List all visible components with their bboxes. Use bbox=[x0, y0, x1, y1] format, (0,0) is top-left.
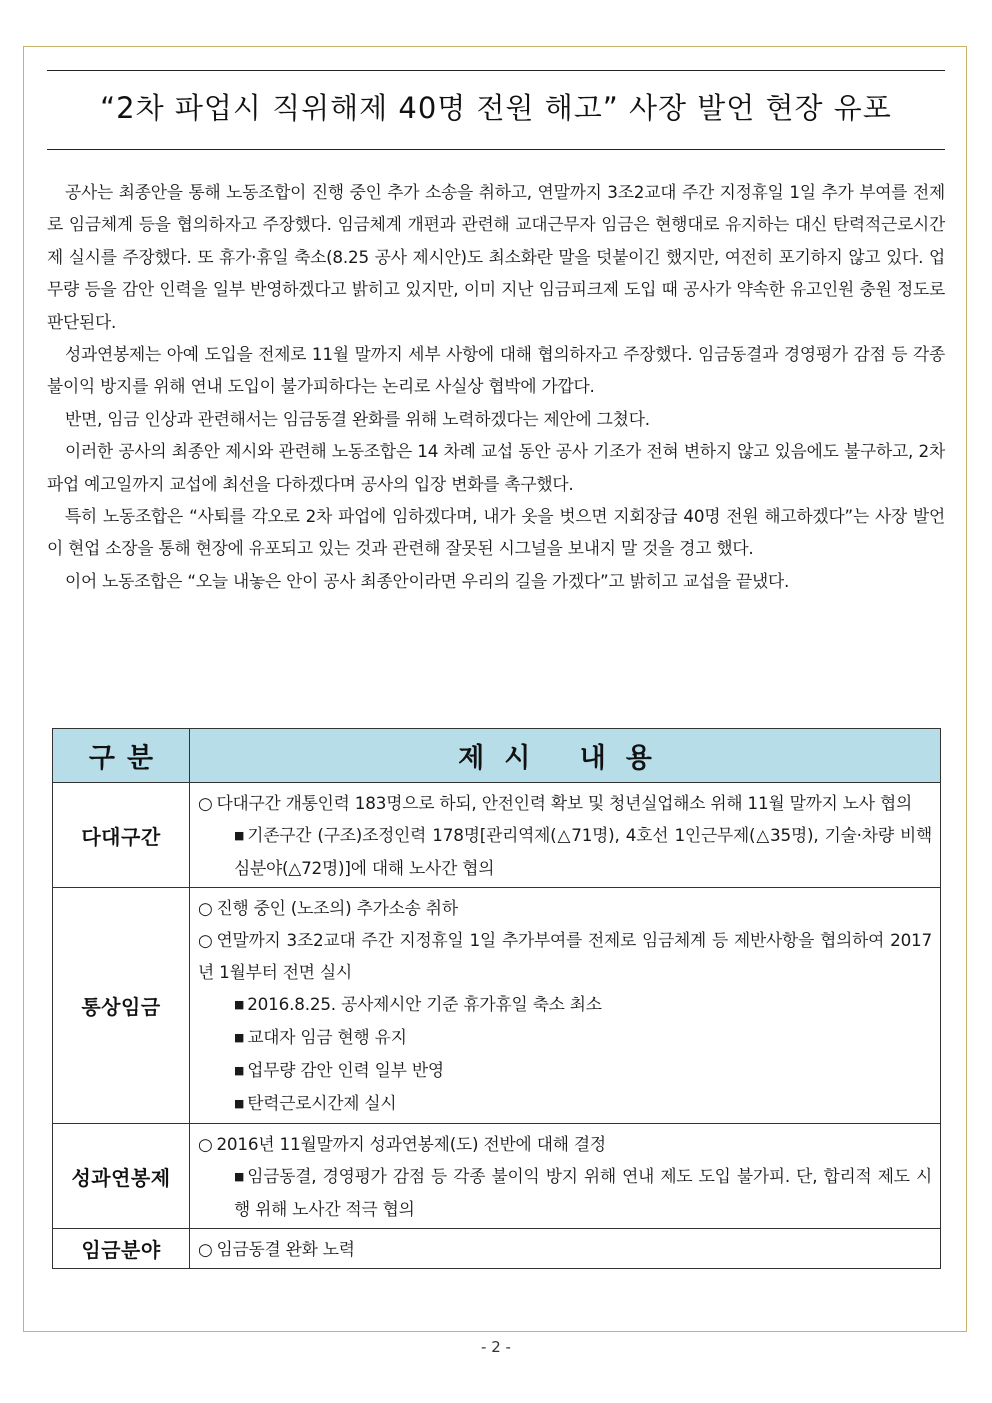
circle-bullet-icon: ○ bbox=[198, 898, 213, 918]
paragraph: 공사는 최종안을 통해 노동조합이 진행 중인 추가 소송을 취하고, 연말까지 3조2교대 주간 지정휴일 1일 추가 부여를 전제로 임금체계 등을 협의하자고 주장했다. 임금체계 개편과 관련해 교대근무자 임금은 현행대로 유지하는 대신 탄력적근로시간제 실시를 주장했다. 또 휴가·휴일 축소(8.25 공사 제시안)도 최소화란 말을 덧붙이긴 했지만, 여전히 포기하지 않고 있다. 업무량 등을 감안 인력을 일부 반영하겠다고 밝히고 있지만, 이미 지난 임금피크제 도입 때 공사가 약속한 유고인원 충원 정도로 판단된다. bbox=[47, 182, 945, 332]
row-category: 다대구간 bbox=[53, 783, 190, 888]
circle-bullet-icon: ○ bbox=[198, 930, 213, 950]
square-bullet-icon: ■ bbox=[234, 1097, 245, 1110]
header-category: 구분 bbox=[53, 729, 190, 783]
paragraph: 이어 노동조합은 “오늘 내놓은 안이 공사 최종안이라면 우리의 길을 가겠다”고 밝히고 교섭을 끝냈다. bbox=[65, 570, 790, 591]
row-content bbox=[190, 888, 941, 1124]
table-row bbox=[53, 888, 941, 1124]
row-content bbox=[190, 783, 941, 888]
paragraph: 특히 노동조합은 “사퇴를 각오로 2차 파업에 임하겠다며, 내가 옷을 벗으면 지회장급 40명 전원 해고하겠다”는 사장 발언이 현업 소장을 통해 현장에 유포되고 있는 것과 관련해 잘못된 시그널을 보내지 말 것을 경고 했다. bbox=[47, 506, 945, 559]
article-body bbox=[47, 176, 945, 597]
list-item bbox=[198, 1160, 932, 1225]
title-rule-bottom bbox=[47, 149, 945, 150]
square-bullet-icon: ■ bbox=[234, 1031, 245, 1044]
table-row bbox=[53, 783, 941, 888]
circle-bullet-icon: ○ bbox=[198, 1134, 213, 1154]
item-text: 기존구간 (구조)조정인력 178명[관리역제(△71명), 4호선 1인근무제(△35명), 기술·차량 비핵심분야(△72명)]에 대해 노사간 협의 bbox=[234, 825, 932, 878]
paragraph: 성과연봉제는 아예 도입을 전제로 11월 말까지 세부 사항에 대해 협의하자고 주장했다. 임금동결과 경영평가 감점 등 각종 불이익 방지를 위해 연내 도입이 불가피하다는 논리로 사실상 협박에 가깝다. bbox=[47, 344, 945, 397]
row-category: 임금분야 bbox=[53, 1229, 190, 1269]
page-title: “2차 파업시 직위해제 40명 전원 해고” 사장 발언 현장 유포 bbox=[100, 91, 892, 125]
list-item bbox=[198, 787, 932, 819]
item-text: 임금동결, 경영평가 감점 등 각종 불이익 방지 위해 연내 제도 도입 불가피. 단, 합리적 제도 시행 위해 노사간 적극 협의 bbox=[234, 1166, 932, 1219]
item-text: 다대구간 개통인력 183명으로 하되, 안전인력 확보 및 청년실업해소 위해 11월 말까지 노사 협의 bbox=[216, 793, 912, 813]
item-text: 2016년 11월말까지 성과연봉제(도) 전반에 대해 결정 bbox=[216, 1134, 606, 1154]
item-text: 임금동결 완화 노력 bbox=[216, 1239, 355, 1259]
list-item bbox=[198, 819, 932, 884]
table-header-row bbox=[53, 729, 941, 783]
list-item bbox=[198, 892, 932, 924]
page-number: - 2 - bbox=[481, 1338, 511, 1356]
row-category: 성과연봉제 bbox=[53, 1124, 190, 1229]
circle-bullet-icon: ○ bbox=[198, 1239, 213, 1259]
square-bullet-icon: ■ bbox=[234, 998, 245, 1011]
square-bullet-icon: ■ bbox=[234, 1170, 245, 1183]
title-rule-top bbox=[47, 70, 945, 71]
table-row bbox=[53, 1124, 941, 1229]
list-item bbox=[198, 988, 932, 1021]
square-bullet-icon: ■ bbox=[234, 1064, 245, 1077]
row-content bbox=[190, 1124, 941, 1229]
paragraph: 반면, 임금 인상과 관련해서는 임금동결 완화를 위해 노력하겠다는 제안에 그쳤다. bbox=[65, 408, 650, 429]
list-item bbox=[198, 1128, 932, 1160]
item-text: 진행 중인 (노조의) 추가소송 취하 bbox=[216, 898, 458, 918]
table-row bbox=[53, 1229, 941, 1269]
circle-bullet-icon: ○ bbox=[198, 793, 213, 813]
row-content bbox=[190, 1229, 941, 1269]
item-text: 업무량 감안 인력 일부 반영 bbox=[247, 1060, 444, 1080]
item-text: 2016.8.25. 공사제시안 기준 휴가휴일 축소 최소 bbox=[247, 994, 602, 1014]
row-category: 통상임금 bbox=[53, 888, 190, 1124]
proposal-table bbox=[52, 728, 941, 1269]
list-item bbox=[198, 1087, 932, 1120]
list-item bbox=[198, 1021, 932, 1054]
list-item bbox=[198, 924, 932, 988]
list-item bbox=[198, 1233, 932, 1265]
header-content: 제시 내용 bbox=[190, 729, 941, 783]
item-text: 탄력근로시간제 실시 bbox=[247, 1093, 397, 1113]
item-text: 교대자 임금 현행 유지 bbox=[247, 1027, 407, 1047]
item-text: 연말까지 3조2교대 주간 지정휴일 1일 추가부여를 전제로 임금체계 등 제반사항을 협의하여 2017년 1월부터 전면 실시 bbox=[198, 930, 932, 982]
paragraph: 이러한 공사의 최종안 제시와 관련해 노동조합은 14 차례 교섭 동안 공사 기조가 전혀 변하지 않고 있음에도 불구하고, 2차 파업 예고일까지 교섭에 최선을 다하겠다며 공사의 입장 변화를 촉구했다. bbox=[47, 441, 945, 494]
square-bullet-icon: ■ bbox=[234, 829, 245, 842]
list-item bbox=[198, 1054, 932, 1087]
